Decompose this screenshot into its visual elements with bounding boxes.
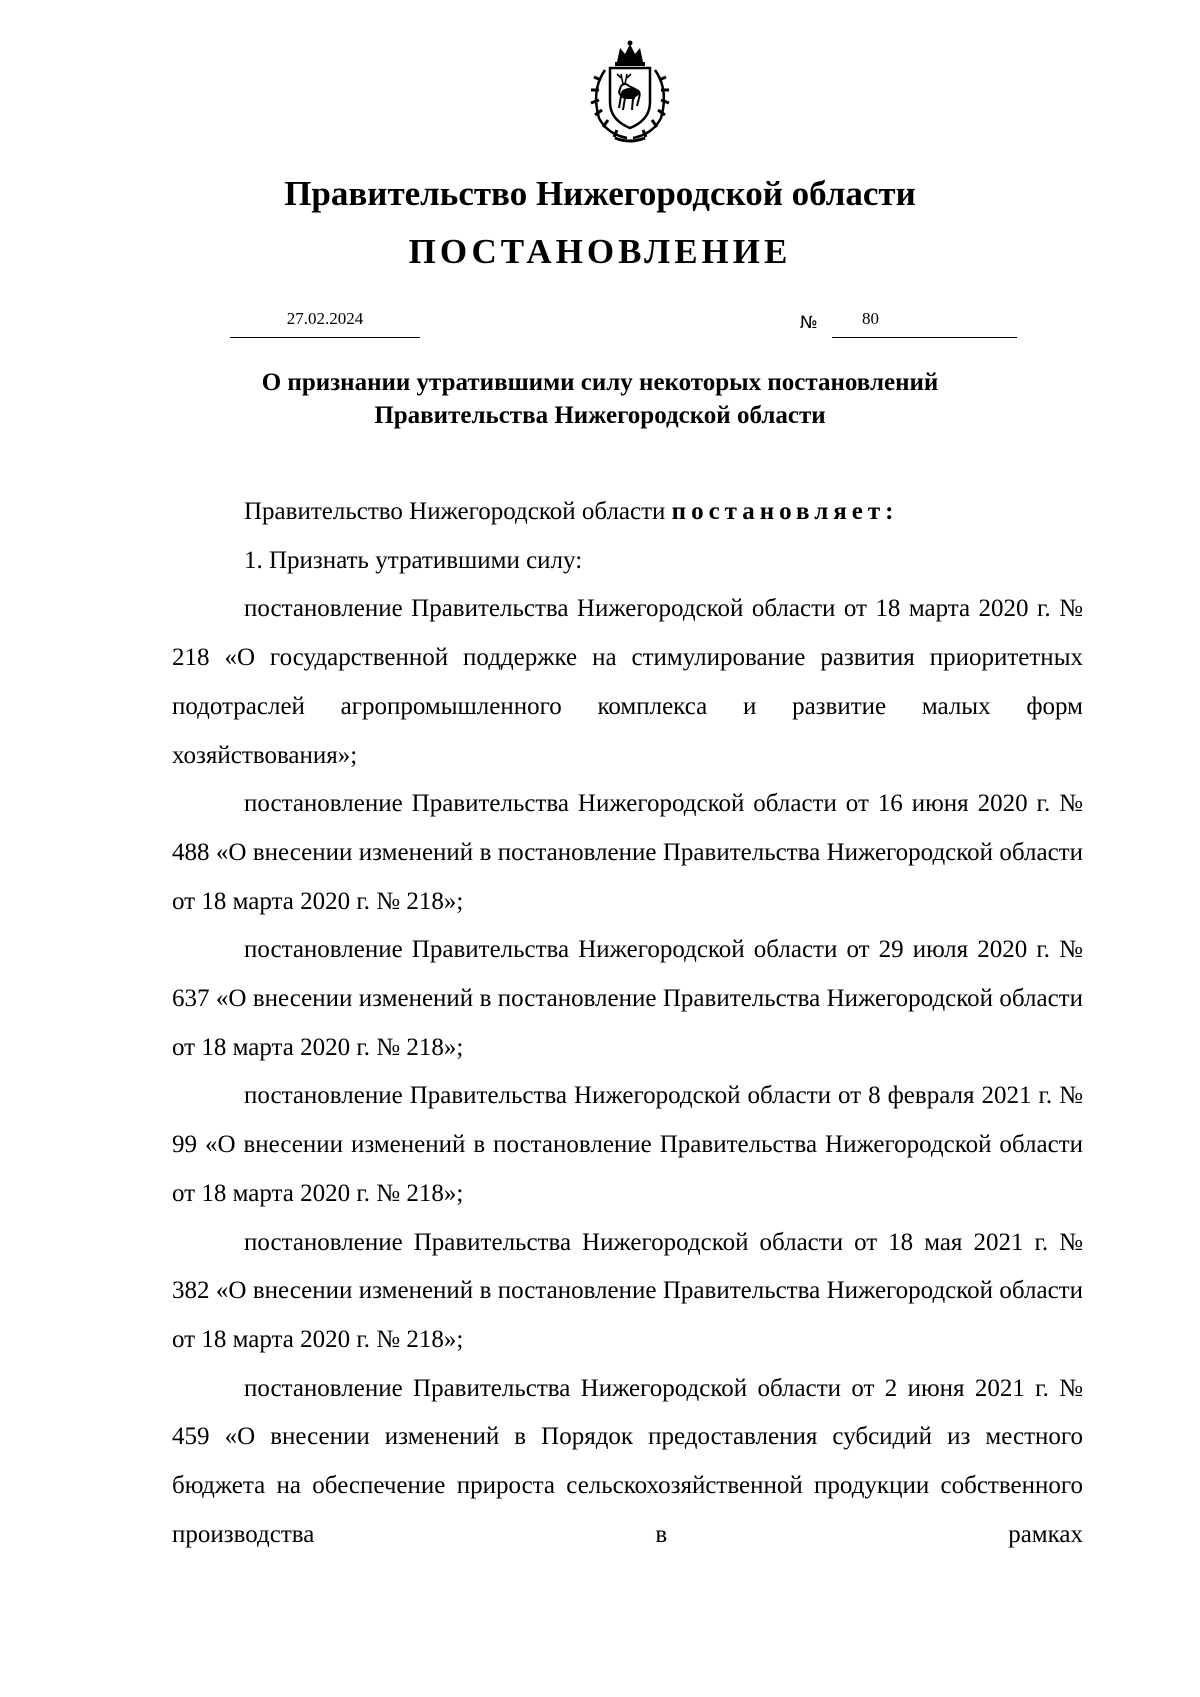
intro-paragraph	[172, 488, 1083, 537]
document-date	[230, 307, 420, 338]
document-number-value: 80	[862, 309, 879, 328]
list-item: постановление Правительства Нижегородской области от 29 июля 2020 г. № 637 «О внесении изменений в постановление Правительства Нижегородской области от 18 марта 2020 г. № 218»;	[172, 936, 1083, 1061]
document-subject	[0, 366, 1200, 432]
list-item: постановление Правительства Нижегородской области от 16 июня 2020 г. № 488 «О внесении изменений в постановление Правительства Нижегородской области от 18 марта 2020 г. № 218»;	[172, 790, 1083, 915]
list-item: постановление Правительства Нижегородской области от 18 марта 2020 г. № 218 «О государственной поддержке на стимулирование развития приоритетных подотраслей агропромышленного комплекса и развитие малых форм хозяйствования»;	[172, 595, 1083, 769]
document-number	[832, 307, 1017, 338]
intro-prefix: Правительство Нижегородской области	[244, 498, 672, 525]
list-item: постановление Правительства Нижегородской области от 2 июня 2021 г. № 459 «О внесении изменений в Порядок предоставления субсидий из местного бюджета на обеспечение прироста сельскохозяйственной продукции собственного производства в рамках	[172, 1374, 1083, 1548]
document-body	[172, 488, 1083, 1559]
subject-line-2: Правительства Нижегородской области	[374, 402, 826, 429]
coat-of-arms-icon	[575, 40, 685, 145]
intro-verb: постановляет:	[671, 498, 899, 525]
list-item: постановление Правительства Нижегородской области от 8 февраля 2021 г. № 99 «О внесении изменений в постановление Правительства Нижегородской области от 18 марта 2020 г. № 218»;	[172, 1082, 1083, 1207]
government-title: Правительство Нижегородской области	[284, 174, 916, 213]
clause-1: 1. Признать утратившими силу:	[244, 546, 583, 574]
document-date-value: 27.02.2024	[286, 309, 364, 328]
subject-line-1: О признании утратившими силу некоторых постановлений	[261, 369, 939, 396]
document-type: ПОСТАНОВЛЕНИЕ	[408, 232, 792, 271]
number-label: №	[800, 313, 818, 333]
list-item: постановление Правительства Нижегородской области от 18 мая 2021 г. № 382 «О внесении изменений в постановление Правительства Нижегородской области от 18 марта 2020 г. № 218»;	[172, 1228, 1083, 1353]
